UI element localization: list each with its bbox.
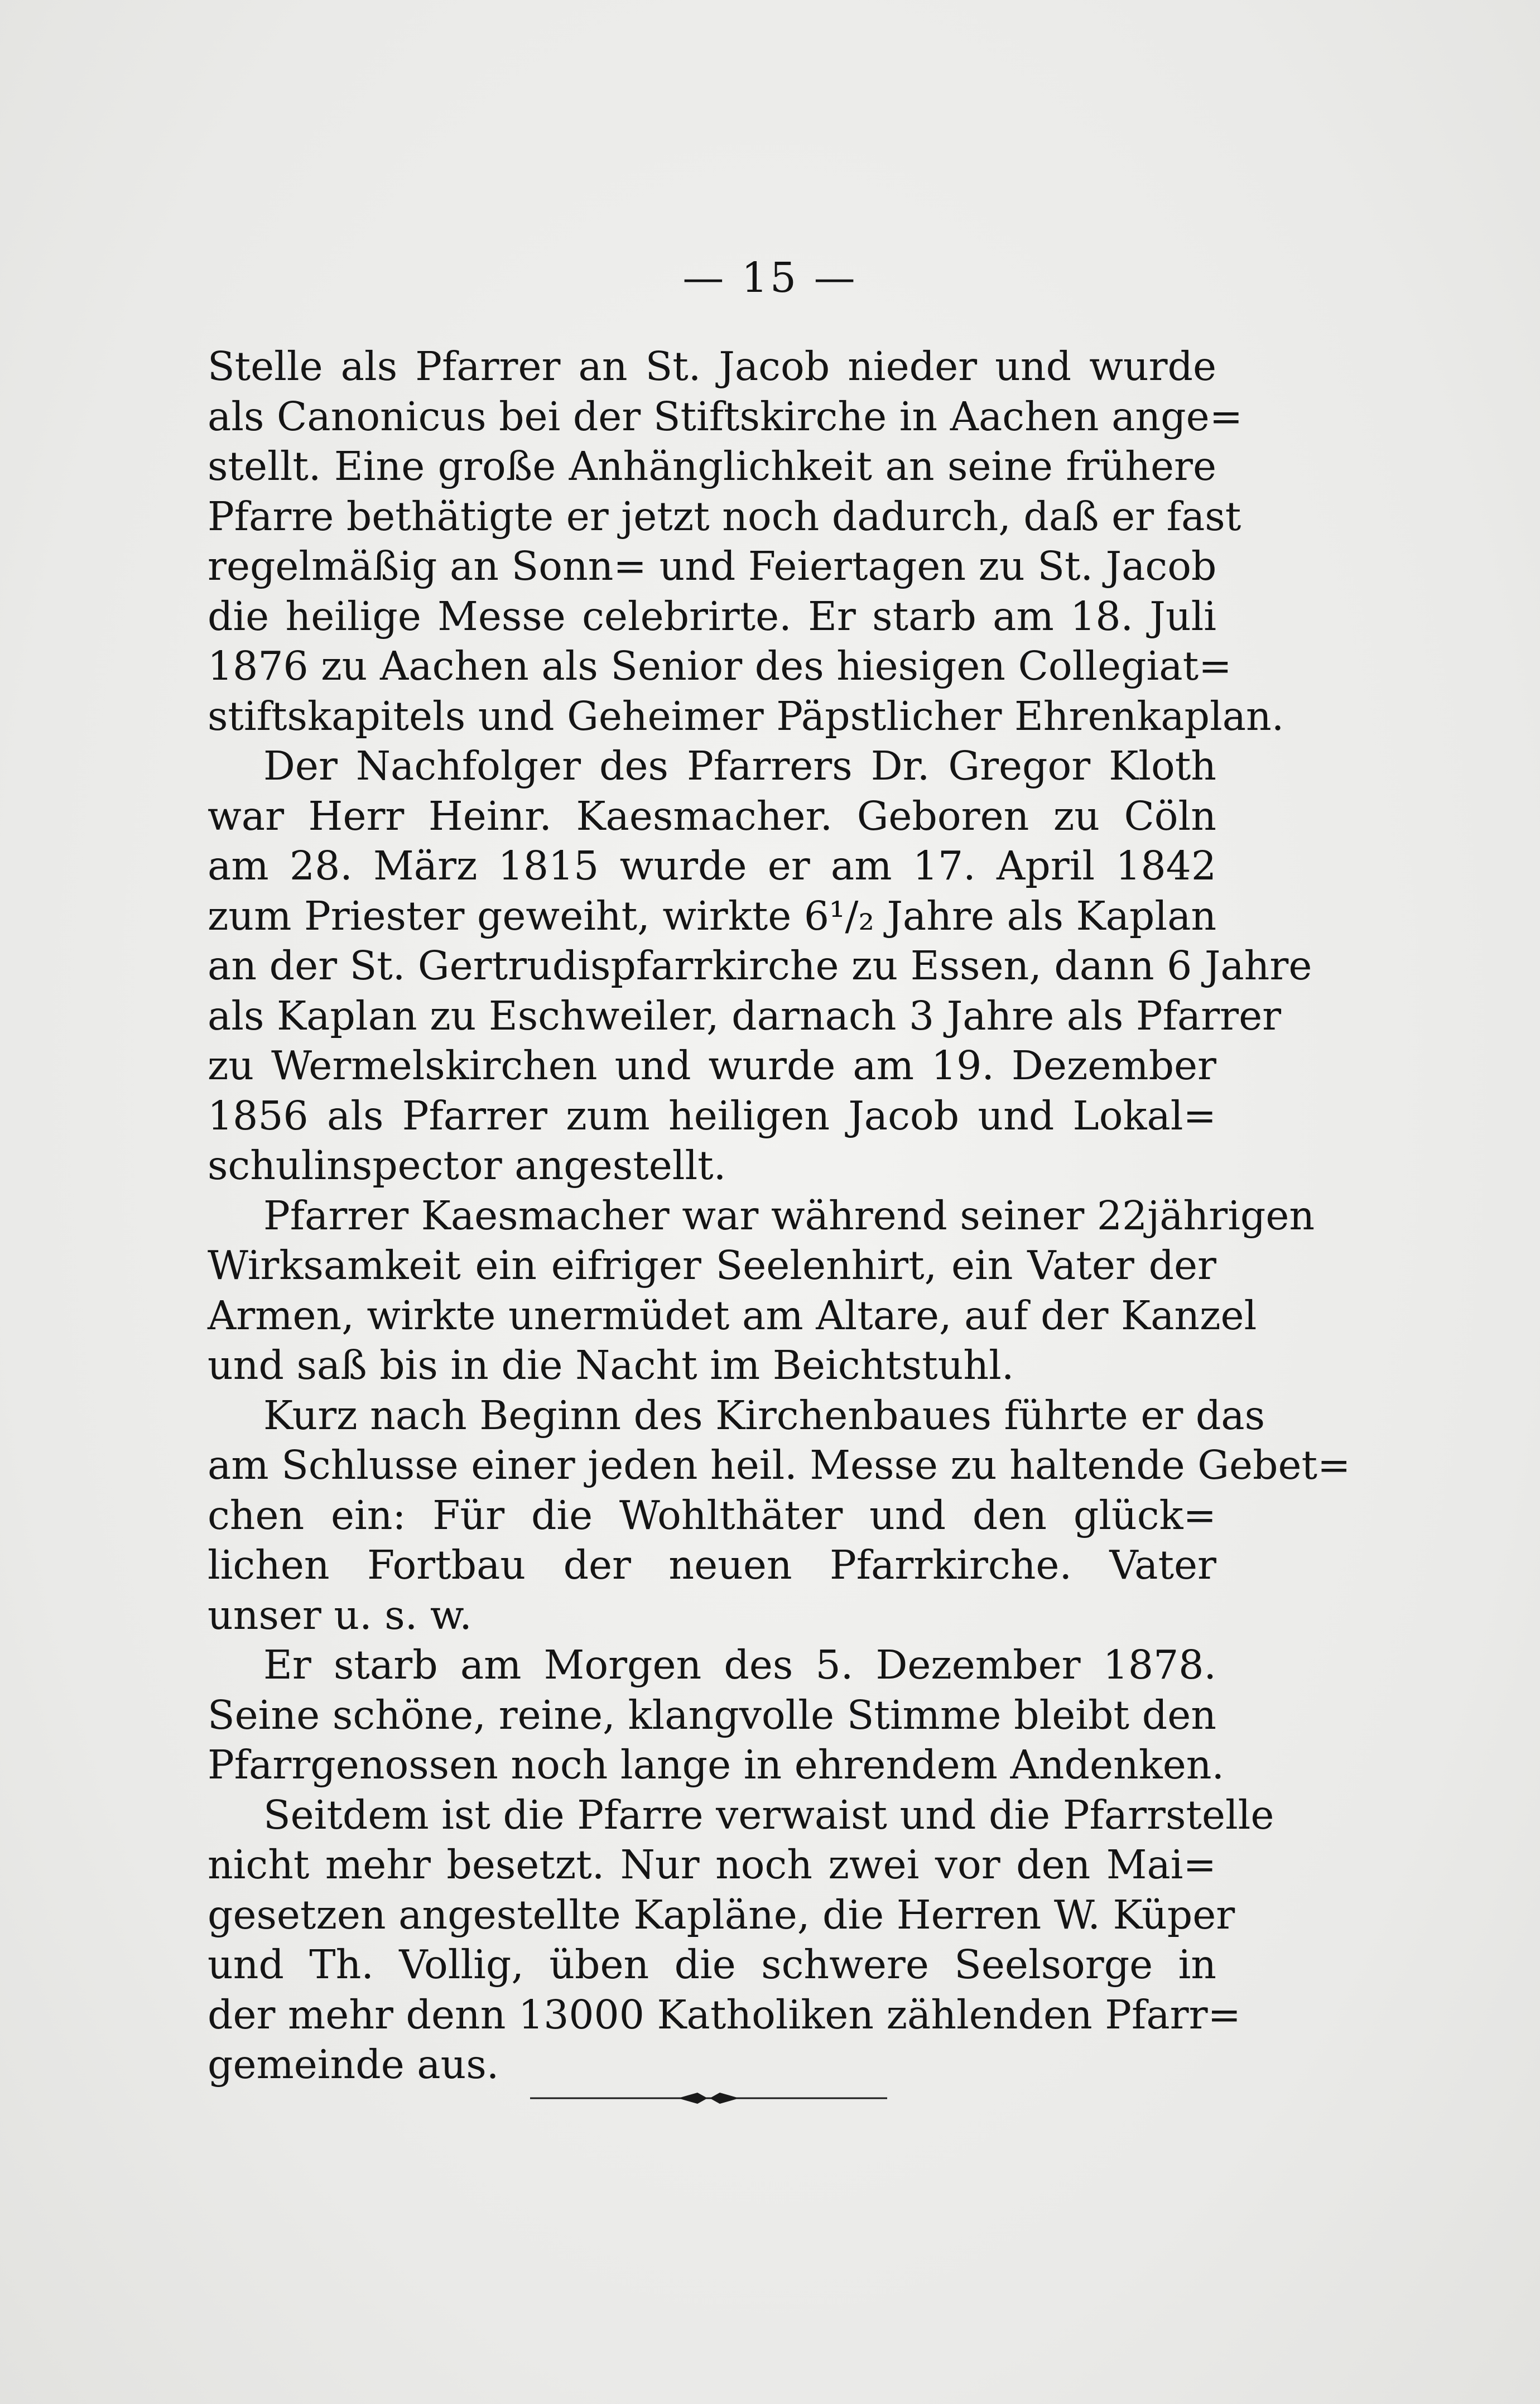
text-line: Pfarrer Kaesmacher war während seiner 22jährigen <box>263 1192 1315 1239</box>
text-line: stiftskapitels und Geheimer Päpstlicher Ehrenkaplan. <box>208 693 1284 739</box>
text-line: 1876 zu Aachen als Senior des hiesigen Collegiat= <box>208 643 1232 689</box>
text-line: am Schlusse einer jeden heil. Messe zu haltende Gebet= <box>208 1442 1351 1488</box>
text-line: und Th. Vollig, üben die schwere Seelsorge in <box>208 1941 1216 1988</box>
text-line: Stelle als Pfarrer an St. Jacob nieder und wurde <box>208 343 1216 390</box>
text-line: Wirksamkeit ein eifriger Seelenhirt, ein Vater der <box>208 1242 1216 1288</box>
text-line: zum Priester geweiht, wirkte 6¹/₂ Jahre als Kaplan <box>208 892 1217 939</box>
text-line: Armen, wirkte unermüdet am Altare, auf der Kanzel <box>208 1292 1257 1339</box>
text-line: Seitdem ist die Pfarre verwaist und die Pfarrstelle <box>263 1791 1274 1838</box>
body-text <box>208 342 1351 2090</box>
text-line: Seine schöne, reine, klangvolle Stimme bleibt den <box>208 1691 1216 1738</box>
text-line: am 28. März 1815 wurde er am 17. April 1842 <box>208 843 1216 889</box>
text-line: und saß bis in die Nacht im Beichtstuhl. <box>208 1342 1014 1388</box>
text-line: der mehr denn 13000 Katholiken zählenden Pfarr= <box>208 1991 1241 2038</box>
text-line: chen ein: Für die Wohlthäter und den glück= <box>208 1492 1216 1538</box>
text-line: als Canonicus bei der Stiftskirche in Aachen ange= <box>208 393 1243 440</box>
text-line: schulinspector angestellt. <box>208 1142 726 1189</box>
text-line: 1856 als Pfarrer zum heiligen Jacob und Lokal= <box>208 1092 1216 1139</box>
ornament-divider <box>530 2087 887 2109</box>
text-line: unser u. s. w. <box>208 1592 472 1638</box>
text-line: lichen Fortbau der neuen Pfarrkirche. Vater <box>208 1542 1216 1588</box>
text-line: die heilige Messe celebrirte. Er starb am 18. Juli <box>208 593 1216 640</box>
text-line: gemeinde aus. <box>208 2041 499 2088</box>
text-line: als Kaplan zu Eschweiler, darnach 3 Jahre als Pfarrer <box>208 992 1282 1039</box>
text-line: gesetzen angestellte Kapläne, die Herren W. Küper <box>208 1891 1235 1938</box>
text-line: Der Nachfolger des Pfarrers Dr. Gregor Kloth <box>263 743 1216 789</box>
text-line: war Herr Heinr. Kaesmacher. Geboren zu Cöln <box>208 792 1216 839</box>
text-line: an der St. Gertrudispfarrkirche zu Essen, dann 6 Jahre <box>208 943 1312 989</box>
text-line: regelmäßig an Sonn= und Feiertagen zu St. Jacob <box>208 543 1217 589</box>
text-line: Kurz nach Beginn des Kirchenbaues führte er das <box>263 1392 1265 1439</box>
text-line: Er starb am Morgen des 5. Dezember 1878. <box>263 1642 1216 1688</box>
text-line: Pfarre bethätigte er jetzt noch dadurch, daß er fast <box>208 493 1241 540</box>
text-line: zu Wermelskirchen und wurde am 19. Dezember <box>208 1042 1216 1089</box>
page-number: — 15 — <box>682 254 858 302</box>
text-line: Pfarrgenossen noch lange in ehrendem Andenken. <box>208 1742 1225 1788</box>
text-line: stellt. Eine große Anhänglichkeit an seine frühere <box>208 443 1216 489</box>
text-line: nicht mehr besetzt. Nur noch zwei vor den Mai= <box>208 1842 1216 1888</box>
